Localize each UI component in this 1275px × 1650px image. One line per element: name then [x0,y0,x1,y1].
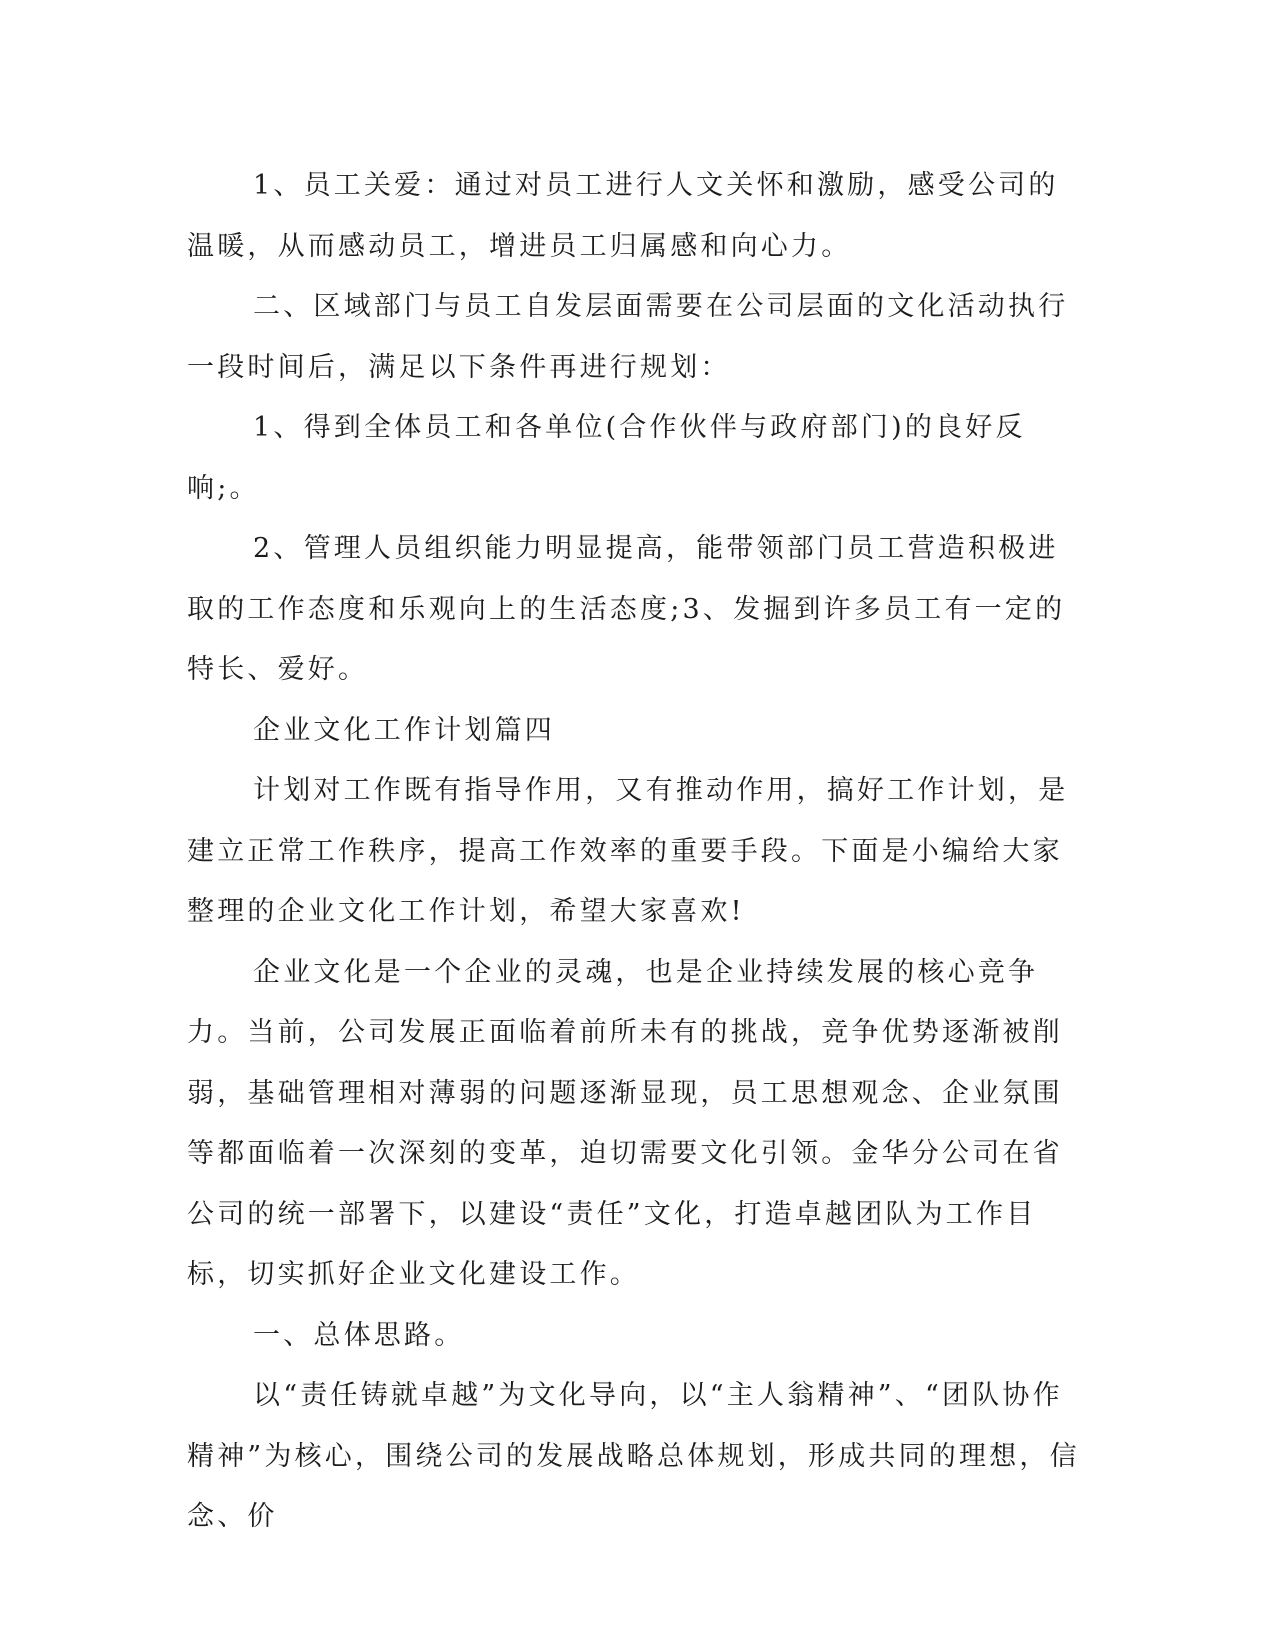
paragraph-condition-1: 1、得到全体员工和各单位(合作伙伴与政府部门)的良好反响;。 [187,412,1026,504]
paragraph-regional-departments: 二、区域部门与员工自发层面需要在公司层面的文化活动执行一段时间后，满足以下条件再进行规划： [187,291,1069,383]
document-body [187,156,1087,1548]
paragraph-condition-2-3: 2、管理人员组织能力明显提高，能带领部门员工营造积极进取的工作态度和乐观向上的生活态度;3、发掘到许多员工有一定的特长、爱好。 [187,533,1066,685]
paragraph-culture-guidance: 以“责任铸就卓越”为文化导向，以“主人翁精神”、“团队协作精神”为核心，围绕公司的发展战略总体规划，形成共同的理想，信念、价 [187,1380,1080,1532]
paragraph-culture-overview: 企业文化是一个企业的灵魂，也是企业持续发展的核心竞争力。当前，公司发展正面临着前所未有的挑战，竞争优势逐渐被削弱，基础管理相对薄弱的问题逐渐显现，员工思想观念、企业氛围等都面临着一次深刻的变革，迫切需要文化引领。金华分公司在省公司的统一部署下，以建设“责任”文化，打造卓越团队为工作目标，切实抓好企业文化建设工作。 [187,956,1063,1290]
paragraph-overall-idea: 一、总体思路。 [253,1319,465,1351]
section-heading: 企业文化工作计划篇四 [253,714,555,746]
paragraph-employee-care: 1、员工关爱：通过对员工进行人文关怀和激励，感受公司的温暖，从而感动员工，增进员工归属感和向心力。 [187,170,1059,262]
paragraph-plan-intro: 计划对工作既有指导作用，又有推动作用，搞好工作计划，是建立正常工作秩序，提高工作效率的重要手段。下面是小编给大家整理的企业文化工作计划，希望大家喜欢! [187,775,1069,927]
